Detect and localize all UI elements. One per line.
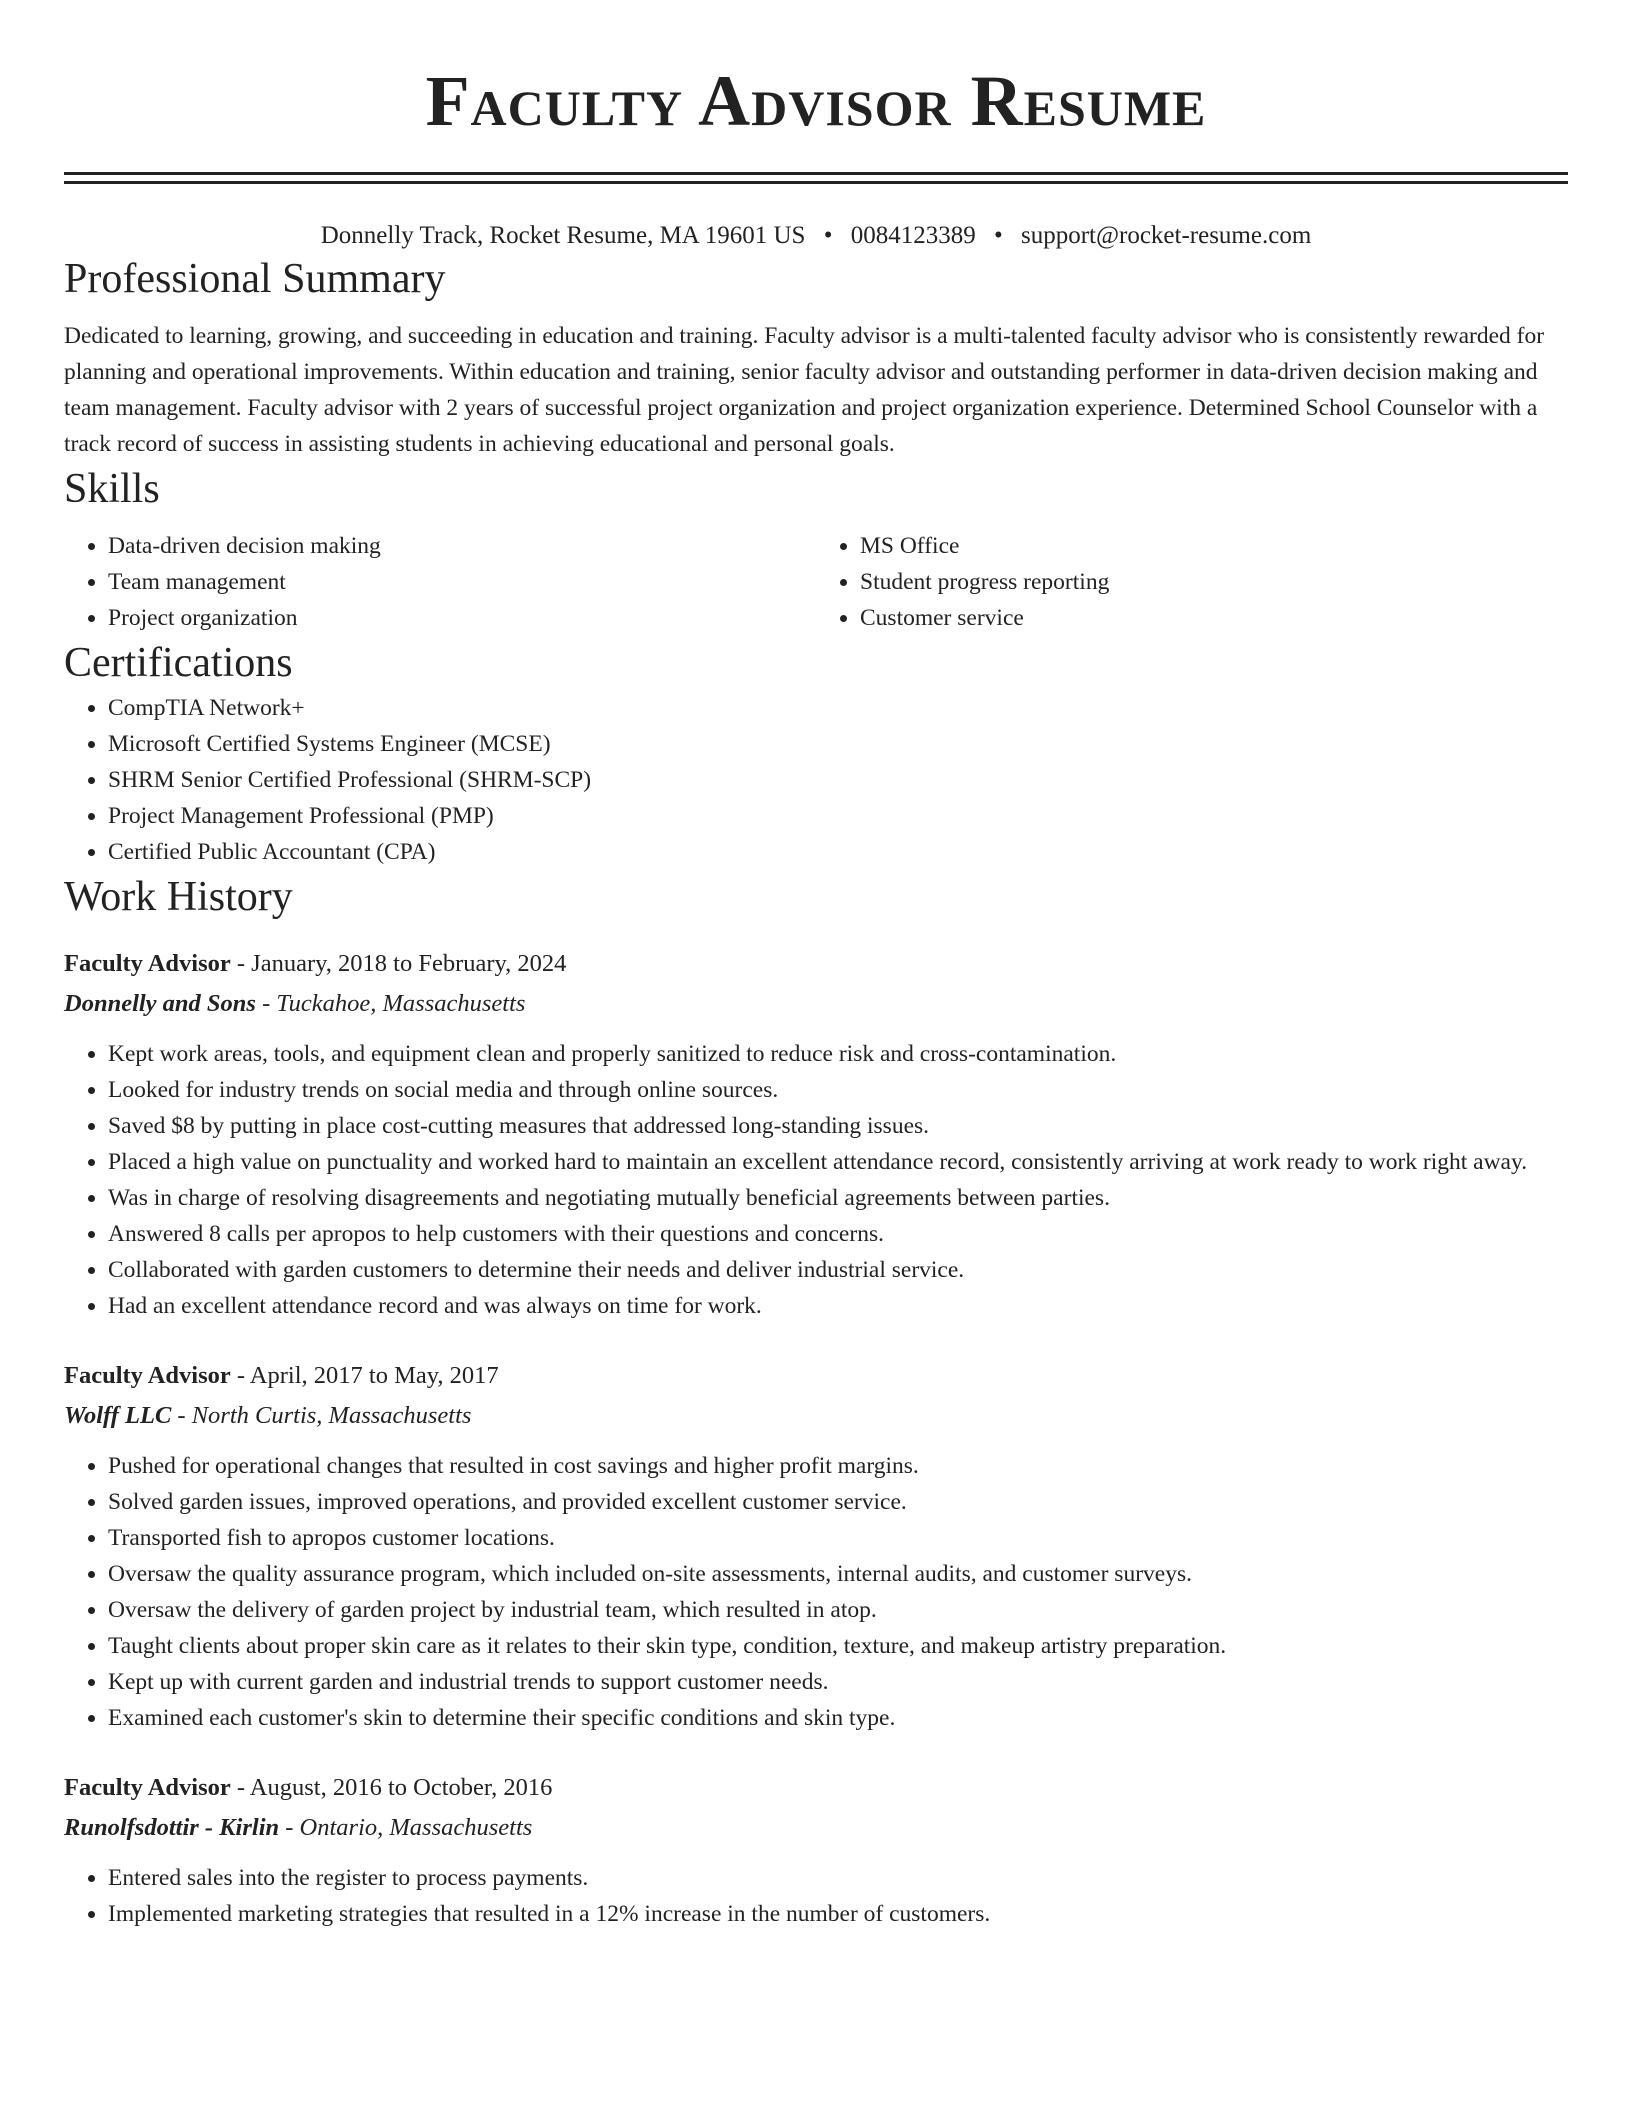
certification-item: • CompTIA Network+ — [108, 690, 1568, 726]
job-bullet: • Kept up with current garden and industrial trends to support customer needs. — [108, 1664, 1568, 1700]
job-location: - Tuckahoe, Massachusetts — [255, 990, 526, 1017]
job-entry — [64, 1768, 1568, 1932]
job-bullet: • Kept work areas, tools, and equipment clean and properly sanitized to reduce risk and cross-contamination. — [108, 1036, 1568, 1072]
job-bullets — [64, 1448, 1568, 1736]
skills-columns — [64, 528, 1568, 636]
job-bullet: • Answered 8 calls per apropos to help customers with their questions and concerns. — [108, 1216, 1568, 1252]
skills-list-left — [64, 528, 816, 636]
page-title: Faculty Advisor Resume — [425, 61, 1207, 141]
contact-separator: • — [823, 222, 833, 249]
job-dates: - April, 2017 to May, 2017 — [230, 1362, 499, 1389]
skill-item: • Data-driven decision making — [108, 528, 816, 564]
skills-heading: Skills — [64, 466, 160, 512]
contact-line — [64, 220, 1568, 252]
certification-item: • Project Management Professional (PMP) — [108, 798, 1568, 834]
job-bullet: • Oversaw the delivery of garden project by industrial team, which resulted in atop. — [108, 1592, 1568, 1628]
job-title-line — [64, 944, 1568, 984]
job-employer: Donnelly and Sons — [64, 990, 256, 1017]
title-divider-top — [64, 172, 1568, 175]
job-dates: - January, 2018 to February, 2024 — [230, 950, 567, 977]
job-entry — [64, 944, 1568, 1324]
skill-item: • Team management — [108, 564, 816, 600]
skill-item: • Project organization — [108, 600, 816, 636]
job-dates: - August, 2016 to October, 2016 — [230, 1774, 553, 1801]
job-bullet: • Pushed for operational changes that resulted in cost savings and higher profit margins. — [108, 1448, 1568, 1484]
job-bullets — [64, 1036, 1568, 1324]
skill-item: • Customer service — [860, 600, 1568, 636]
job-employer-line — [64, 984, 1568, 1024]
job-employer-line — [64, 1396, 1568, 1436]
job-bullet: • Taught clients about proper skin care as it relates to their skin type, condition, texture, and makeup artistry preparation. — [108, 1628, 1568, 1664]
job-bullet: • Looked for industry trends on social media and through online sources. — [108, 1072, 1568, 1108]
job-bullet: • Was in charge of resolving disagreements and negotiating mutually beneficial agreements between parties. — [108, 1180, 1568, 1216]
job-location: - Ontario, Massachusetts — [279, 1814, 533, 1841]
skills-list-right — [816, 528, 1568, 636]
certifications-list — [64, 690, 1568, 870]
job-entry — [64, 1356, 1568, 1736]
certifications-heading: Certifications — [64, 640, 293, 686]
skill-item: • Student progress reporting — [860, 564, 1568, 600]
contact-address: Donnelly Track, Rocket Resume, MA 19601 US — [320, 222, 806, 249]
job-location: - North Curtis, Massachusetts — [171, 1402, 472, 1429]
job-bullet: • Collaborated with garden customers to determine their needs and deliver industrial service. — [108, 1252, 1568, 1288]
certification-item: • Certified Public Accountant (CPA) — [108, 834, 1568, 870]
certification-item: • Microsoft Certified Systems Engineer (MCSE) — [108, 726, 1568, 762]
job-bullet: • Oversaw the quality assurance program, which included on-site assessments, internal audits, and customer surveys. — [108, 1556, 1568, 1592]
summary-text: Dedicated to learning, growing, and succeeding in education and training. Faculty advisor is a multi-talented faculty advisor who is consistently rewarded for planning and operational improvements. Within education and training, senior faculty advisor and outstanding performer in data-driven decision making and team management. Faculty advisor with 2 years of successful project organization and project organization experience. Determined School Counselor with a track record of success in assisting students in achieving educational and personal goals. — [64, 323, 1545, 457]
contact-phone: 0084123389 — [850, 222, 976, 249]
summary-heading: Professional Summary — [64, 256, 446, 302]
job-title-line — [64, 1768, 1568, 1808]
job-bullet: • Examined each customer's skin to determine their specific conditions and skin type. — [108, 1700, 1568, 1736]
job-bullet: • Had an excellent attendance record and was always on time for work. — [108, 1288, 1568, 1324]
job-bullets — [64, 1860, 1568, 1932]
work-history-heading: Work History — [64, 874, 293, 920]
job-employer-line — [64, 1808, 1568, 1848]
job-title: Faculty Advisor — [64, 1362, 231, 1389]
job-bullet: • Entered sales into the register to process payments. — [108, 1860, 1568, 1896]
job-title-line — [64, 1356, 1568, 1396]
job-bullet: • Transported fish to apropos customer locations. — [108, 1520, 1568, 1556]
contact-separator: • — [993, 222, 1003, 249]
job-bullet: • Saved $8 by putting in place cost-cutting measures that addressed long-standing issues. — [108, 1108, 1568, 1144]
job-employer: Runolfsdottir - Kirlin — [64, 1814, 280, 1841]
job-bullet: • Solved garden issues, improved operations, and provided excellent customer service. — [108, 1484, 1568, 1520]
job-title: Faculty Advisor — [64, 1774, 231, 1801]
skill-item: • MS Office — [860, 528, 1568, 564]
title-divider-bottom — [64, 181, 1568, 184]
job-bullet: • Implemented marketing strategies that resulted in a 12% increase in the number of customers. — [108, 1896, 1568, 1932]
job-employer: Wolff LLC — [64, 1402, 172, 1429]
contact-email: support@rocket-resume.com — [1020, 222, 1312, 249]
job-title: Faculty Advisor — [64, 950, 231, 977]
certification-item: • SHRM Senior Certified Professional (SHRM-SCP) — [108, 762, 1568, 798]
job-bullet: • Placed a high value on punctuality and worked hard to maintain an excellent attendance record, consistently arriving at work ready to work right away. — [108, 1144, 1568, 1180]
